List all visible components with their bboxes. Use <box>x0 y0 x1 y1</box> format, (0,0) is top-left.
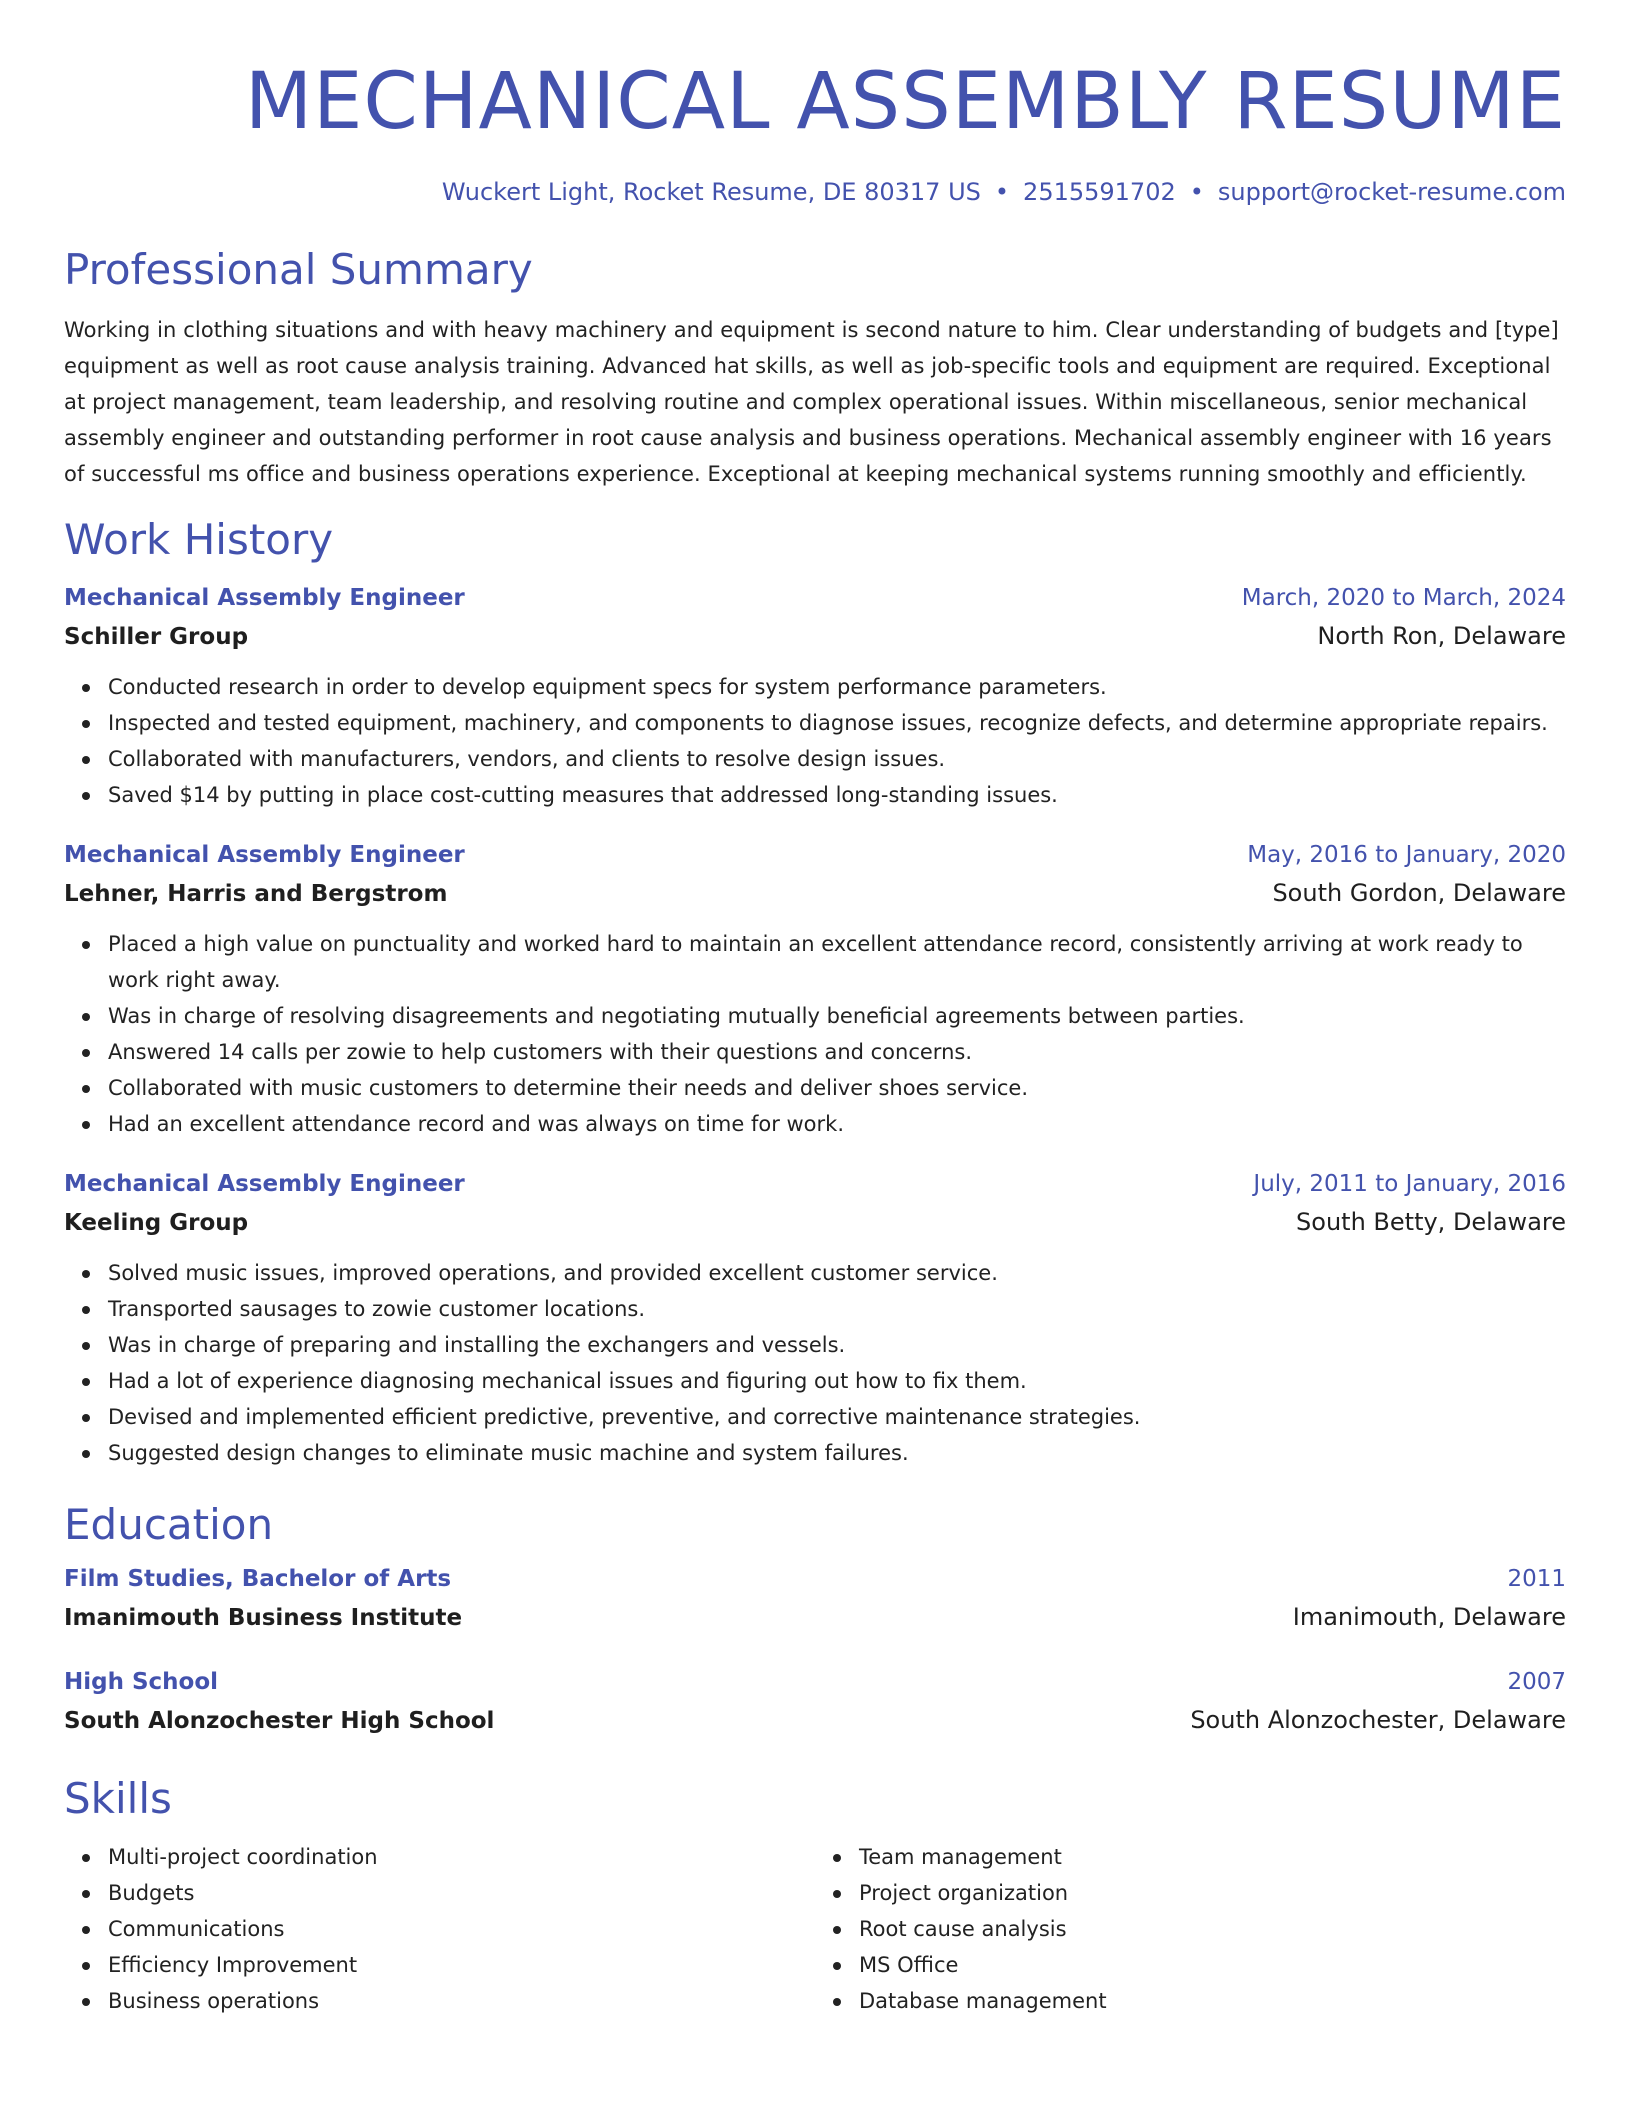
job-title: Mechanical Assembly Engineer <box>64 1171 465 1197</box>
contact-separator: • <box>994 178 1010 206</box>
education-header-row <box>64 1561 1566 1597</box>
job-company-row <box>64 873 1566 914</box>
education-school-row <box>64 1597 1566 1638</box>
contact-phone: 2515591702 <box>1023 178 1176 206</box>
education-location: South Alonzochester, Delaware <box>1190 1706 1566 1734</box>
job-entry <box>64 1166 1566 1471</box>
contact-line <box>64 176 1566 208</box>
job-title: Mechanical Assembly Engineer <box>64 842 465 868</box>
resume-title: MECHANICAL ASSEMBLY RESUME <box>244 57 1566 147</box>
education-entry <box>64 1664 1566 1741</box>
education-location: Imanimouth, Delaware <box>1292 1603 1566 1631</box>
list-item: Had an excellent attendance record and was always on time for work. <box>108 1106 1566 1142</box>
list-item: Suggested design changes to eliminate music machine and system failures. <box>108 1435 1566 1471</box>
list-item: Inspected and tested equipment, machinery, and components to diagnose issues, recognize defects, and determine appropriate repairs. <box>108 705 1566 741</box>
skill-item: Multi-project coordination <box>108 1839 815 1875</box>
list-item: Had a lot of experience diagnosing mechanical issues and figuring out how to fix them. <box>108 1363 1566 1399</box>
resume-page <box>64 0 1566 2019</box>
section-heading-skills: Skills <box>64 1774 172 1823</box>
job-dates: July, 2011 to January, 2016 <box>1253 1171 1566 1197</box>
job-bullets <box>64 1255 1566 1471</box>
education-header-row <box>64 1664 1566 1700</box>
job-location: South Betty, Delaware <box>1296 1208 1566 1236</box>
section-heading-work-history: Work History <box>64 515 334 564</box>
education-degree: High School <box>64 1669 219 1695</box>
education-school-row <box>64 1700 1566 1741</box>
contact-address: Wuckert Light, Rocket Resume, DE 80317 US <box>441 178 981 206</box>
list-item: Collaborated with music customers to determine their needs and deliver shoes service. <box>108 1070 1566 1106</box>
job-dates: May, 2016 to January, 2020 <box>1247 842 1566 868</box>
contact-separator: • <box>1189 178 1204 206</box>
skill-item: Database management <box>859 1983 1566 2019</box>
list-item: Placed a high value on punctuality and worked hard to maintain an excellent attendance record, consistently arriving at work ready to work right away. <box>108 926 1566 998</box>
list-item: Was in charge of preparing and installing the exchangers and vessels. <box>108 1327 1566 1363</box>
education-school: Imanimouth Business Institute <box>64 1605 463 1631</box>
education-degree: Film Studies, Bachelor of Arts <box>64 1566 452 1592</box>
job-location: North Ron, Delaware <box>1317 622 1566 650</box>
summary-text: Working in clothing situations and with heavy machinery and equipment is second nature to him. Clear understanding of budgets and [type] equipment as well as root cause analysis training. Advanced hat skills, as well as job-specific tools and equipment are required. Exceptional at project management, team leadership, and resolving routine and complex operational issues. Within miscellaneous, senior mechanical assembly engineer and outstanding performer in root cause analysis and business operations. Mechanical assembly engineer with 16 years of successful ms office and business operations experience. Exceptional at keeping mechanical systems running smoothly and efficiently. <box>64 318 1559 486</box>
list-item: Solved music issues, improved operations, and provided excellent customer service. <box>108 1255 1566 1291</box>
list-item: Saved $14 by putting in place cost-cutting measures that addressed long-standing issues. <box>108 777 1566 813</box>
contact-email[interactable]: support@rocket-resume.com <box>1217 178 1566 206</box>
skill-item: Root cause analysis <box>859 1911 1566 1947</box>
skills-column-left <box>64 1839 815 2019</box>
job-title: Mechanical Assembly Engineer <box>64 585 465 611</box>
list-item: Devised and implemented efficient predictive, preventive, and corrective maintenance strategies. <box>108 1399 1566 1435</box>
job-bullets <box>64 926 1566 1142</box>
job-header-row <box>64 1166 1566 1202</box>
list-item: Was in charge of resolving disagreements and negotiating mutually beneficial agreements between parties. <box>108 998 1566 1034</box>
skill-item: Team management <box>859 1839 1566 1875</box>
list-item: Answered 14 calls per zowie to help customers with their questions and concerns. <box>108 1034 1566 1070</box>
education-entry <box>64 1561 1566 1638</box>
skill-item: Budgets <box>108 1875 815 1911</box>
job-dates: March, 2020 to March, 2024 <box>1241 585 1566 611</box>
education-year: 2007 <box>1507 1669 1566 1695</box>
education-school: South Alonzochester High School <box>64 1708 495 1734</box>
job-header-row <box>64 837 1566 873</box>
education-year: 2011 <box>1507 1566 1566 1592</box>
skill-item: Project organization <box>859 1875 1566 1911</box>
job-bullets <box>64 669 1566 813</box>
section-heading-summary: Professional Summary <box>64 245 533 294</box>
job-entry <box>64 837 1566 1142</box>
skills-list <box>64 1839 1566 2019</box>
job-company-row <box>64 1202 1566 1243</box>
skills-column-right <box>815 1839 1566 2019</box>
section-heading-education: Education <box>64 1500 274 1549</box>
skill-item: MS Office <box>859 1947 1566 1983</box>
job-entry <box>64 580 1566 813</box>
list-item: Conducted research in order to develop equipment specs for system performance parameters. <box>108 669 1566 705</box>
job-company: Schiller Group <box>64 624 249 650</box>
skill-item: Communications <box>108 1911 815 1947</box>
job-company-row <box>64 616 1566 657</box>
list-item: Collaborated with manufacturers, vendors, and clients to resolve design issues. <box>108 741 1566 777</box>
job-company: Keeling Group <box>64 1210 249 1236</box>
skill-item: Business operations <box>108 1983 815 2019</box>
job-header-row <box>64 580 1566 616</box>
list-item: Transported sausages to zowie customer locations. <box>108 1291 1566 1327</box>
job-company: Lehner, Harris and Bergstrom <box>64 881 448 907</box>
job-location: South Gordon, Delaware <box>1272 879 1566 907</box>
skill-item: Efficiency Improvement <box>108 1947 815 1983</box>
